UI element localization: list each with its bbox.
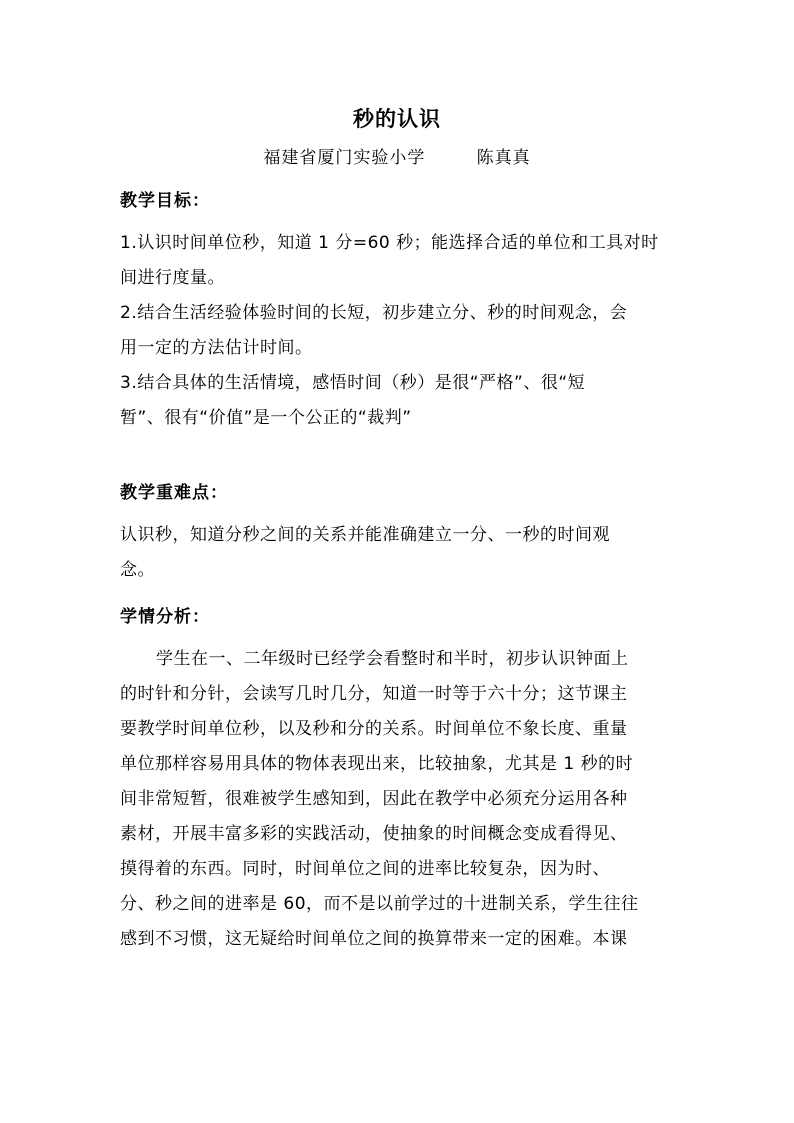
paragraph-line: 间进行度量。 [120,268,225,288]
paragraph-line: 分、秒之间的进率是 60，而不是以前学过的十进制关系，学生往往 [120,894,639,914]
paragraph-line: 感到不习惯，这无疑给时间单位之间的换算带来一定的困难。本课 [120,929,628,949]
paragraph-line: 3.结合具体的生活情境，感悟时间（秒）是很“严格”、很“短 [120,373,586,393]
page-title: 秒的认识 [353,107,441,131]
section-body-analysis [120,642,680,957]
paragraph-line: 单位那样容易用具体的物体表现出来，比较抽象，尤其是 1 秒的时 [120,754,634,774]
section-heading-key-points: 教学重难点： [120,483,228,503]
section-heading-analysis: 学情分析： [120,607,210,627]
paragraph-line: 的时针和分针，会读写几时几分，知道一时等于六十分；这节课主 [120,684,628,704]
paragraph-line: 用一定的方法估计时间。 [120,338,313,358]
section-heading-objectives: 教学目标： [120,191,210,211]
paragraph-line: 1.认识时间单位秒，知道 1 分=60 秒；能选择合适的单位和工具对时 [120,233,659,253]
author-line: 福建省厦门实验小学 陈真真 [263,148,531,168]
section-body-key-points [120,518,680,588]
paragraph-line: 摸得着的东西。同时，时间单位之间的进率比较复杂，因为时、 [120,859,610,879]
paragraph-line: 素材，开展丰富多彩的实践活动，使抽象的时间概念变成看得见、 [120,824,628,844]
paragraph-line: 学生在一、二年级时已经学会看整时和半时，初步认识钟面上 [156,649,629,669]
paragraph-line: 认识秒，知道分秒之间的关系并能准确建立一分、一秒的时间观 [120,525,610,545]
paragraph-line: 暂”、很有“价值”是一个公正的“裁判” [120,408,412,428]
paragraph-line: 要教学时间单位秒，以及秒和分的关系。时间单位不象长度、重量 [120,719,628,739]
section-body-objectives [120,226,680,436]
paragraph-line: 间非常短暂，很难被学生感知到，因此在教学中必须充分运用各种 [120,789,628,809]
paragraph-line: 念。 [120,560,155,580]
paragraph-line: 2.结合生活经验体验时间的长短，初步建立分、秒的时间观念，会 [120,303,628,323]
